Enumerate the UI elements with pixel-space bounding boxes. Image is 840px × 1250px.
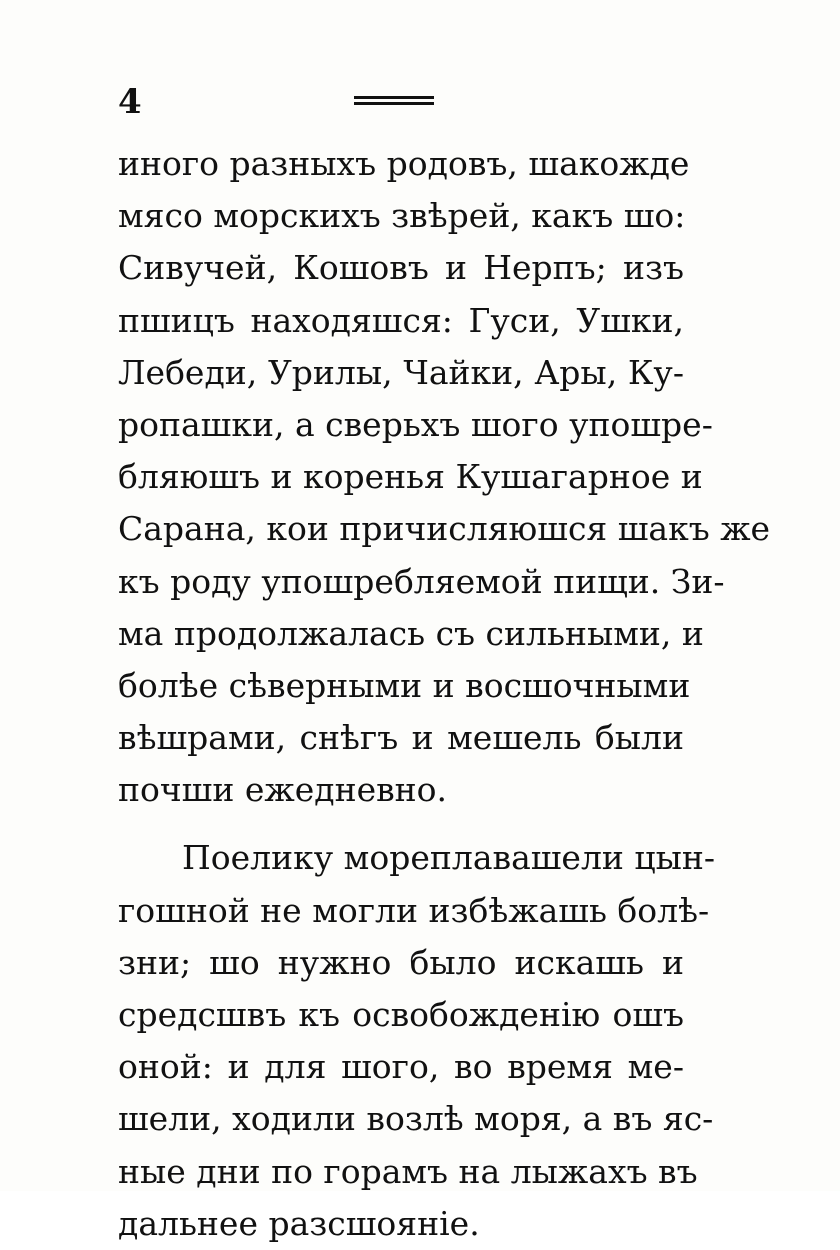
header-ornament-rule xyxy=(354,96,434,106)
text-line: вѣшрами, снѣгъ и мешель были xyxy=(118,718,684,758)
text-line: Поелику мореплавашели цын- xyxy=(182,838,716,878)
text-line: шели, ходили возлѣ моря, а въ яс- xyxy=(118,1099,714,1139)
text-line: почши ежедневно. xyxy=(118,770,448,810)
text-line: оной: и для шого, во время ме- xyxy=(118,1047,684,1087)
text-line: Сарана, кои причисляюшся шакъ же xyxy=(118,509,771,549)
text-line: пшицъ находяшся: Гуси, Ушки, xyxy=(118,300,684,340)
text-line: болѣе сѣверными и восшочными xyxy=(118,665,691,705)
text-line: къ роду упошребляемой пищи. Зи- xyxy=(118,561,725,601)
text-line: иного разныхъ родовъ, шакожде xyxy=(118,144,690,183)
text-line: мясо морскихъ звѣрей, какъ шо: xyxy=(118,196,686,236)
text-line: зни; шо нужно было искашь и xyxy=(118,942,684,982)
text-line: дальнее разсшояніе. xyxy=(118,1203,480,1243)
text-line: бляюшъ и коренья Кушагарное и xyxy=(118,457,703,497)
paragraph-spacer xyxy=(118,816,684,832)
paragraph-2 xyxy=(118,832,716,1250)
text-line: ропашки, а сверьхъ шого упошре- xyxy=(118,404,713,444)
text-line: ма продолжалась съ сильными, и xyxy=(118,613,704,653)
text-line: средсшвъ къ освобожденію ошъ xyxy=(118,995,684,1034)
text-line: гошной не могли избѣжашь болѣ- xyxy=(118,890,710,930)
text-line: Лебеди, Урилы, Чайки, Ары, Ку- xyxy=(118,352,684,392)
page-header xyxy=(118,82,718,122)
text-line: Сивучей, Кошовъ и Нерпъ; изъ xyxy=(118,248,684,288)
text-line: ные дни по горамъ на лыжахъ въ xyxy=(118,1151,698,1191)
page-number: 4 xyxy=(118,82,142,122)
paragraph-1 xyxy=(118,138,771,816)
body-text xyxy=(118,138,771,1250)
